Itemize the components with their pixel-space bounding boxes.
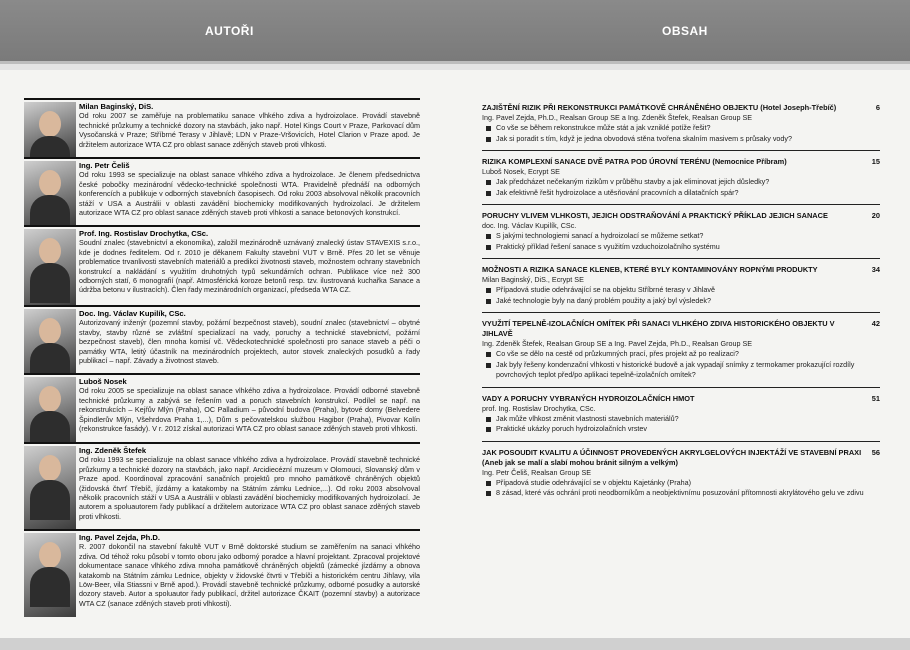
toc-authors: Ing. Zdeněk Štefek, Realsan Group SE a Ing. Pavel Zejda, Ph.D., Realsan Group SE bbox=[482, 339, 753, 348]
author-bio: Autorizovaný inženýr (pozemní stavby, požární bezpečnost staveb), soudní znalec (stavebnictví – obytné stavby, stavby různé se zvláštní specializací na vady, poruchy a technické stavebnictví, požární bezpečnost staveb), člen mnoha komisí vč. Vědeckotechnické společnosti pro sanace staveb a péči o památky WTA, letitý účastník na mezinárodních projektech, autor stovek znaleckých posudků a řady publikací – např. Závady a životnost staveb. bbox=[79, 318, 420, 366]
toc-title: MOŽNOSTI A RIZIKA SANACE KLENEB, KTERÉ BYLY KONTAMINOVÁNY ROPNÝMI PRODUKTY bbox=[482, 265, 818, 274]
toc-title-row[interactable] bbox=[482, 265, 880, 275]
author-entry bbox=[24, 529, 420, 617]
author-photo bbox=[24, 377, 76, 442]
author-name: Doc. Ing. Václav Kupilík, CSc. bbox=[79, 309, 186, 318]
toc-title-row[interactable] bbox=[482, 448, 880, 458]
author-entry bbox=[24, 98, 420, 157]
author-entry bbox=[24, 225, 420, 305]
toc-authors: Ing. Pavel Zejda, Ph.D., Realsan Group SE a Ing. Zdeněk Štefek, Realsan Group SE bbox=[482, 113, 753, 122]
divider bbox=[482, 387, 880, 388]
toc-subtitle-row bbox=[482, 458, 880, 468]
toc-title-row[interactable] bbox=[482, 319, 880, 339]
author-photo bbox=[24, 446, 76, 529]
toc-bullet: 8 zásad, které vás ochrání proti neodborníkům a neobjektivnímu posuzování přítomnosti akrylátového gelu ve zdivu bbox=[482, 488, 880, 499]
toc-title: PORUCHY VLIVEM VLHKOSTI, JEJICH ODSTRAŇOVÁNÍ A PRAKTICKÝ PŘÍKLAD JEJICH SANACE bbox=[482, 211, 828, 220]
toc-entry bbox=[482, 103, 880, 151]
author-name: Prof. Ing. Rostislav Drochytka, CSc. bbox=[79, 229, 209, 238]
toc-page-number: 51 bbox=[871, 393, 880, 403]
author-photo bbox=[24, 533, 76, 617]
author-name: Ing. Zdeněk Štefek bbox=[79, 446, 147, 455]
author-bio: Od roku 1993 se specializuje na oblast sanace vlhkého zdiva a hydroizolace. Je členem předsednictva české pobočky mezinárodní vědecko-technické společnosti WTA. Pravidelně přednáší na odborných konferencích a publikuje v odborných stavebních časopisech. Od roku 2003 absolvoval několik pracovních stáží v USA a Austrálii v oblasti zavádění biochemicky modifikovaných hydroizolací. Je držitelem autorizace WTA CZ pro oblast sanace zděných staveb proti vlhkosti a sanace betonových konstrukcí. bbox=[79, 170, 420, 218]
author-entry bbox=[24, 373, 420, 442]
author-bio: Od roku 2007 se zaměřuje na problematiku sanace vlhkého zdiva a hydroizolace. Provádí stavebně technické průzkumy a technické dozory na stavbách, jako např. Hotel Kings Court v Praze, Parkovací dům Vysočanská v Praze; Stříbrné Terasy v Jihlavě; LDN v Praze-Vršovicích, Hotel Clarion v Praze apod. Je držitelem autorizace WTA CZ pro oblast sanace zděných staveb proti vlhkosti. bbox=[79, 111, 420, 149]
author-photo bbox=[24, 102, 76, 157]
toc-bullet: Jak si poradit s tím, když je jedna obvodová stěna tvořena skalním masivem s průsaky vody? bbox=[482, 134, 880, 145]
divider bbox=[482, 258, 880, 259]
toc-page-number: 20 bbox=[871, 211, 880, 220]
toc-bullet: Jak předcházet nečekaným rizikům v průběhu stavby a jak eliminovat jejich důsledky? bbox=[482, 177, 880, 188]
toc-bullet: Praktický příklad řešení sanace s využitím vzduchoizolačního systému bbox=[482, 242, 880, 253]
toc-title: JAK POSOUDIT KVALITU A ÚČINNOST PROVEDENÝCH AKRYLGELOVÝCH INJEKTÁŽÍ VE STAVEBNÍ PRAXI bbox=[482, 447, 862, 457]
toc-bullet: S jakými technologiemi sanací a hydroizolací se můžeme setkat? bbox=[482, 231, 880, 242]
toc-page-number: 56 bbox=[871, 447, 880, 457]
toc-page-number: 42 bbox=[871, 319, 880, 328]
toc-entry bbox=[482, 319, 880, 388]
bottom-strip bbox=[0, 638, 910, 650]
toc-title: ZAJIŠTĚNÍ RIZIK PŘI REKONSTRUKCI PAMÁTKOVĚ CHRÁNĚNÉHO OBJEKTU (Hotel Joseph-Třebíč) bbox=[482, 103, 837, 112]
author-entry bbox=[24, 157, 420, 225]
author-photo bbox=[24, 309, 76, 373]
toc-authors: prof. Ing. Rostislav Drochytka, CSc. bbox=[482, 403, 596, 413]
toc-entry bbox=[482, 157, 880, 205]
toc-bullet: Praktické ukázky poruch hydroizolačních vrstev bbox=[482, 424, 880, 435]
toc-page-number: 34 bbox=[871, 265, 880, 274]
author-photo bbox=[24, 229, 76, 305]
toc-title: VADY A PORUCHY VYBRANÝCH HYDROIZOLAČNÍCH HMOT bbox=[482, 393, 695, 403]
author-bio: Od roku 1993 se specializuje na oblast sanace vlhkého zdiva a hydroizolace. Provádí stavebně technické průzkumy a technické dozory na stavbách, jako např. Arcidiecézní muzeum v Olomouci, Slovanský dům v Praze apod. Koordinoval zpracování sanačních projektů pro mnoho památkově chráněných objektů (židovská čtvrť Třebíč, jízdárny a katakomby na Státním zámku Lednice,...). Od roku 2003 absolvoval několik pracovních stáží v USA a Austrálii v oblasti zavádění biochemicky modifikovaných hydroizolací. Je autorem a spoluautorem řady publikací a držitelem autorizace WTA CZ pro oblast sanace zděných staveb proti vlhkosti. bbox=[79, 455, 420, 521]
divider bbox=[482, 204, 880, 205]
author-bio: R. 2007 dokončil na stavební fakultě VUT v Brně doktorské studium se zaměřením na sanaci vlhkého zdiva. Od téhož roku působí v tomto oboru jako odborný poradce a hlavní projektant. Zpracoval projektové dokumentace sanace vlhkého zdiva mnoha památkově chráněných objektů (zámecké jízdárny a obnova katakomb na Státním zámku Lednice, objekty v židovské čtvrti v Třebíči a historickém centru Jihlavy, vila Löw-Beer, vila Stiassni v Brně apod.). Provádí stavebně technické průzkumy, odborné posudky a autorské dozory staveb. Autor a spoluautor řady publikací, držitel autorizace ČKAIT (pozemní stavby) a autorizace WTA CZ (sanace zděných staveb proti vlhkosti). bbox=[79, 542, 420, 608]
toc-authors: Milan Baginský, DiS., Ecrypt SE bbox=[482, 275, 584, 284]
toc-entry bbox=[482, 265, 880, 313]
author-name: Luboš Nosek bbox=[79, 377, 127, 386]
toc-title-row[interactable] bbox=[482, 103, 880, 113]
toc-bullet: Jak efektivně řešit hydroizolace a utěsňování pracovních a dilatačních spár? bbox=[482, 188, 880, 199]
toc-title: RIZIKA KOMPLEXNÍ SANACE DVĚ PATRA POD ÚROVNÍ TERÉNU (Nemocnice Příbram) bbox=[482, 157, 787, 166]
toc-bullet: Jaké technologie byly na daný problém použity a jaký byl výsledek? bbox=[482, 296, 880, 307]
toc-bullet: Co vše se během rekonstrukce může stát a jak vzniklé potíže řešit? bbox=[482, 123, 880, 134]
toc-entry bbox=[482, 211, 880, 259]
toc-page-number: 6 bbox=[875, 103, 880, 112]
toc-authors: doc. Ing. Václav Kupilík, CSc. bbox=[482, 221, 577, 230]
divider bbox=[482, 312, 880, 313]
toc-bullet: Jak může vlhkost změnit vlastnosti stavebních materiálů? bbox=[482, 414, 880, 425]
author-entry bbox=[24, 442, 420, 529]
authors-heading: AUTOŘI bbox=[205, 24, 254, 38]
contents-heading: OBSAH bbox=[662, 24, 708, 38]
divider bbox=[482, 441, 880, 442]
author-entry bbox=[24, 305, 420, 373]
toc-page-number: 15 bbox=[871, 157, 880, 166]
toc-entry bbox=[482, 394, 880, 442]
toc-authors: Luboš Nosek, Ecrypt SE bbox=[482, 167, 560, 176]
author-name: Ing. Pavel Zejda, Ph.D. bbox=[79, 533, 161, 542]
author-bio: Soudní znalec (stavebnictví a ekonomika), založil mezinárodně uznávaný znalecký ústav STAVEXIS s.r.o., kde je dodnes ředitelem. Od r. 2010 je děkanem Fakulty stavební VUT v Brně. Přes 20 let se věnuje problematice trvanlivosti stavebních materiálů a predikci životnosti staveb, možnostem ochrany stavebních konstrukcí a nakládání s využitím druhotných typů sekundárních ochran. Publikace více než 300 odborných statí, 6 monografií (např. Atmosférická koroze betonů resp. tzv. ilustrovaná kuchařka Sanace a údržba betonu v ilustracích). Člen řady mezinárodních organizací, předseda WTA CZ. bbox=[79, 238, 420, 295]
toc-title-row[interactable] bbox=[482, 211, 880, 221]
toc-title-row[interactable] bbox=[482, 394, 880, 404]
author-bio: Od roku 2005 se specializuje na oblast sanace vlhkého zdiva a hydroizolace. Provádí odborné stavebně technické průzkumy a zabývá se řešením vad a poruch stavebních konstrukcí. Podílel se např. na rekonstrukcích – Kejřův Mlýn (Praha), OC Palladium – původní budova (Praha), bytové domy (Belvedere Špindlerův Mlýn, Všehrdova Praha 1,...), Dům s pečovatelskou službou Hagibor (Praha), Pivovar Kolín (rekonstrukce fasády). V r. 2012 získal autorizaci WTA CZ pro oblast sanace zděných staveb proti vlhkosti. bbox=[79, 386, 420, 434]
authors-list bbox=[24, 98, 420, 617]
author-name: Ing. Petr Čeliš bbox=[79, 161, 130, 170]
contents-list bbox=[482, 103, 880, 499]
toc-authors: Ing. Petr Čeliš, Realsan Group SE bbox=[482, 467, 592, 477]
author-photo bbox=[24, 161, 76, 225]
divider bbox=[482, 150, 880, 151]
toc-title: VYUŽITÍ TEPELNĚ-IZOLAČNÍCH OMÍTEK PŘI SANACI VLHKÉHO ZDIVA HISTORICKÉHO OBJEKTU V JIHLAVĚ bbox=[482, 319, 835, 338]
toc-bullet: Co vše se dělo na cestě od průzkumných prací, přes projekt až po realizaci? bbox=[482, 349, 880, 360]
toc-entry bbox=[482, 448, 880, 499]
toc-title-row[interactable] bbox=[482, 157, 880, 167]
toc-bullet: Případová studie odehrávající se v objektu Kajetánky (Praha) bbox=[482, 478, 880, 489]
toc-subtitle: (Aneb jak se malí a slabí mohou bránit silným a velkým) bbox=[482, 457, 678, 467]
header-bar bbox=[0, 0, 910, 64]
toc-bullet: Jak byly řešeny kondenzační vlhkosti v historické budově a jak vypadají snímky z termokamer prokazující rozdíly povrchových teplot před/po aplikaci tepelně-izolačních omítek? bbox=[482, 360, 880, 381]
toc-bullet: Případová studie odehrávající se na objektu Stříbrné terasy v Jihlavě bbox=[482, 285, 880, 296]
author-name: Milan Baginský, DiS. bbox=[79, 102, 154, 111]
